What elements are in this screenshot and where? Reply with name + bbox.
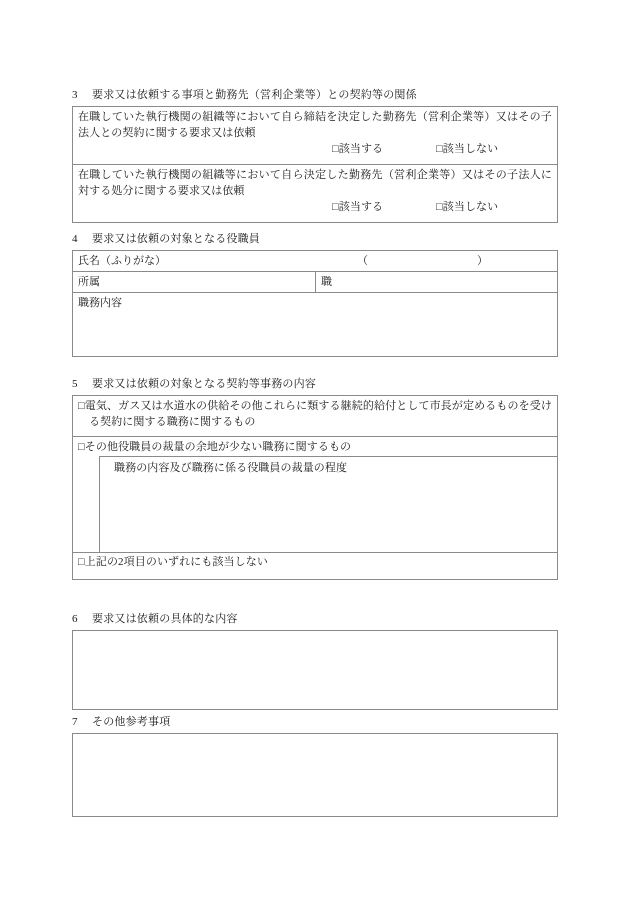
section-3 [72, 88, 558, 223]
duties-field[interactable] [73, 293, 557, 356]
section-3-table [72, 106, 558, 223]
section-5-option-3-row [73, 552, 557, 579]
name-label: 氏名（ふりがな） [78, 255, 166, 267]
furigana-paren-open: （ [357, 255, 368, 267]
section-4-title: 要求又は依頼の対象となる役職員 [92, 233, 260, 245]
section-7-heading [72, 715, 558, 729]
checkbox-utility-contract-label: □電気、ガス又は水道水の供給その他これらに類する継続的給付として市長が定めるものを受ける契約に関する職務に関するもの [78, 400, 552, 428]
section-7-textarea[interactable] [72, 733, 558, 817]
name-field[interactable] [73, 251, 557, 271]
section-4-number: 4 [72, 233, 78, 245]
checkbox-low-discretion-label: □その他役職員の裁量の余地が少ない職務に関するもの [78, 441, 352, 453]
section-6-number: 6 [72, 613, 78, 625]
section-5-option-1-row [73, 396, 557, 436]
section-6 [72, 612, 558, 710]
checkbox-not-applicable-2[interactable]: □該当しない [436, 201, 499, 213]
checkbox-none-applicable[interactable] [73, 553, 557, 579]
position-label: 職 [321, 276, 332, 288]
affiliation-field[interactable] [73, 272, 315, 292]
section-4-heading [72, 232, 558, 246]
section-3-heading [72, 88, 558, 102]
checkbox-none-applicable-label: □上記の2項目のいずれにも該当しない [78, 555, 268, 568]
section-5-title: 要求又は依頼の対象となる契約等事務の内容 [92, 378, 316, 390]
section-5 [72, 377, 558, 580]
checkbox-applicable-1[interactable]: □該当する [332, 143, 384, 155]
section-7 [72, 715, 558, 817]
section-4 [72, 232, 558, 357]
section-7-number: 7 [72, 716, 78, 728]
section-3-number: 3 [72, 89, 78, 101]
section-6-heading [72, 612, 558, 626]
position-field[interactable] [315, 272, 557, 292]
section-6-textarea[interactable] [72, 630, 558, 710]
affiliation-label: 所属 [78, 276, 100, 288]
checkbox-applicable-2[interactable]: □該当する [332, 201, 384, 213]
discretion-detail-label: 職務の内容及び職務に係る役職員の裁量の程度 [114, 461, 348, 474]
duties-label: 職務内容 [78, 297, 122, 309]
section-3-row-1-text: 在職していた執行機関の組織等において自ら締結を決定した勤務先（営利企業等）又はその子法人との契約に関する要求又は依頼 [78, 111, 552, 139]
discretion-detail-wrap [73, 456, 557, 552]
section-5-heading [72, 377, 558, 391]
section-3-row-1-choices [73, 141, 557, 164]
section-3-row-1 [73, 107, 557, 164]
section-4-affiliation-row [73, 271, 557, 292]
section-5-option-2-row [73, 436, 557, 552]
section-4-name-row [73, 251, 557, 271]
section-4-duties-row [73, 292, 557, 356]
section-4-table [72, 250, 558, 357]
section-7-title: その他参考事項 [92, 716, 171, 728]
section-5-table [72, 395, 558, 580]
section-3-row-2-choices [73, 199, 557, 222]
checkbox-not-applicable-1[interactable]: □該当しない [436, 143, 499, 155]
section-3-row-2-text: 在職していた執行機関の組織等において自ら決定した勤務先（営利企業等）又はその子法人に対する処分に関する要求又は依頼 [78, 169, 552, 197]
section-5-number: 5 [72, 378, 78, 390]
discretion-detail-field[interactable] [99, 456, 557, 552]
checkbox-utility-contract[interactable] [73, 396, 557, 436]
section-6-title: 要求又は依頼の具体的な内容 [92, 613, 238, 625]
checkbox-low-discretion[interactable] [73, 437, 557, 456]
section-3-row-2 [73, 164, 557, 222]
section-3-title: 要求又は依頼する事項と勤務先（営利企業等）との契約等の関係 [92, 89, 417, 101]
furigana-paren-close: ） [477, 255, 488, 267]
